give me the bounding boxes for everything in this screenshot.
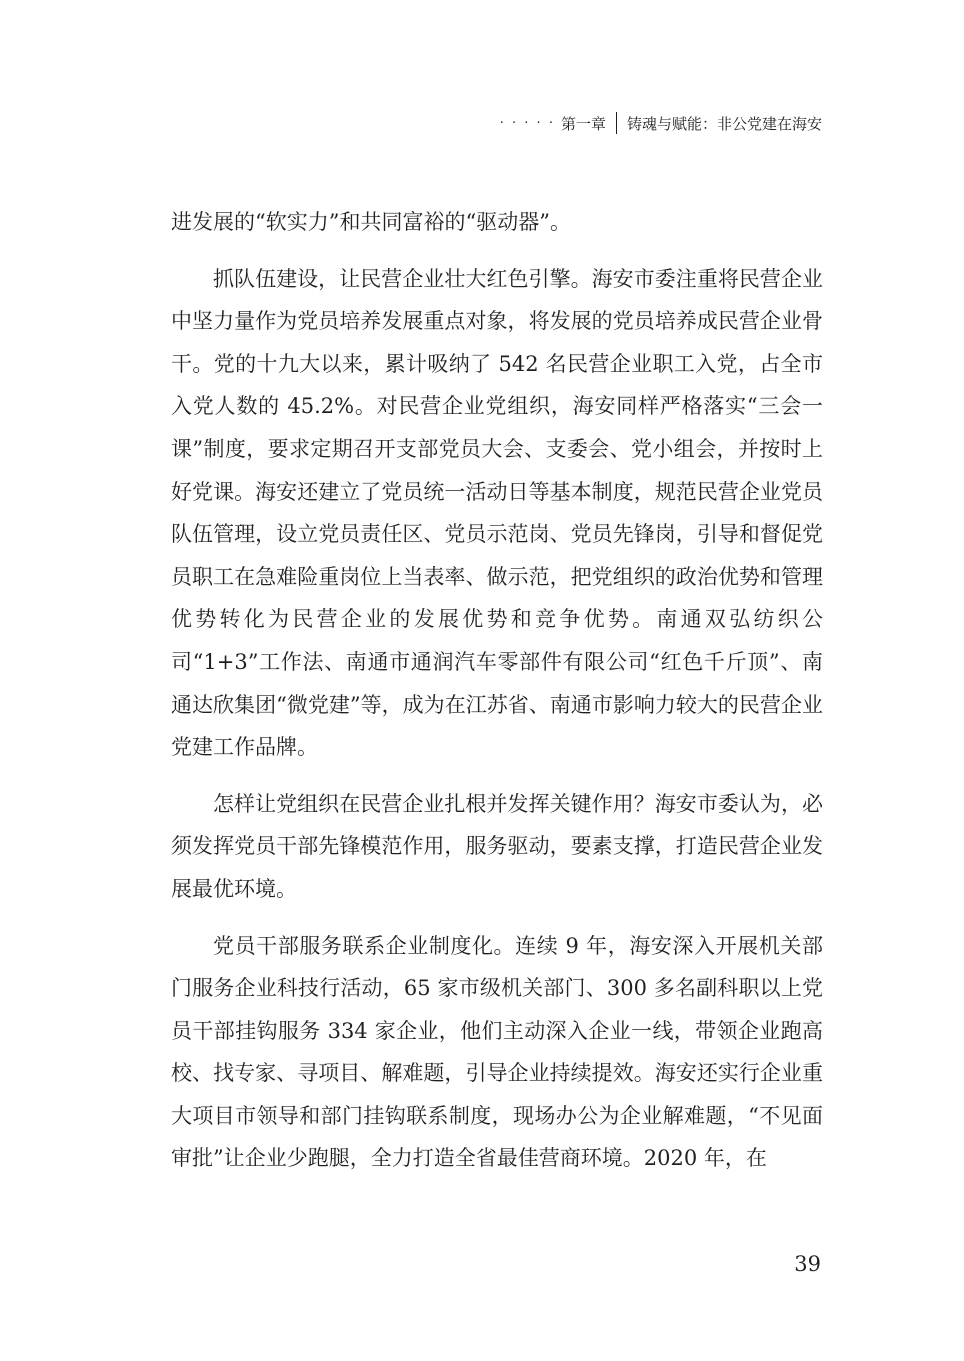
body-text: [171, 201, 823, 1180]
paragraph-continued: 进发展的“软实力”和共同富裕的“驱动器”。: [171, 210, 571, 234]
paragraph: 抓队伍建设，让民营企业壮大红色引擎。海安市委注重将民营企业中坚力量作为党员培养发展重点对象，将发展的党员培养成民营企业骨干。党的十九大以来，累计吸纳了 542 名民营企业职工入党，占全市入党人数的 45.2%。对民营企业党组织，海安同样严格落实“三会一课”制度，要求定期召开支部党员大会、支委会、党小组会，并按时上好党课。海安还建立了党员统一活动日等基本制度，规范民营企业党员队伍管理，设立党员责任区、党员示范岗、党员先锋岗，引导和督促党员职工在急难险重岗位上当表率、做示范，把党组织的政治优势和管理优势转化为民营企业的发展优势和竞争优势。南通双弘纺织公司“1+3”工作法、南通市通润汽车零部件有限公司“红色千斤顶”、南通达欣集团“微党建”等，成为在江苏省、南通市影响力较大的民营企业党建工作品牌。: [171, 266, 823, 760]
header-title: 铸魂与赋能：非公党建在海安: [626, 114, 822, 133]
paragraph: 怎样让党组织在民营企业扎根并发挥关键作用？海安市委认为，必须发挥党员干部先锋模范作用，服务驱动，要素支撑，打造民营企业发展最优环境。: [171, 791, 823, 901]
page-number: 39: [794, 1252, 821, 1276]
header-dots: · · · · ·: [499, 115, 555, 131]
running-header: [500, 112, 822, 134]
paragraph: 党员干部服务联系企业制度化。连续 9 年，海安深入开展机关部门服务企业科技行活动，65 家市级机关部门、300 多名副科职以上党员干部挂钩服务 334 家企业，他们主动深入企业一线，带领企业跑高校、找专家、寻项目、解难题，引导企业持续提效。海安还实行企业重大项目市领导和部门挂钩联系制度，现场办公为企业解难题，“不见面审批”让企业少跑腿，全力打造全省最佳营商环境。2020 年，在: [171, 933, 823, 1171]
header-separator: [616, 112, 617, 134]
header-chapter: 第一章: [560, 114, 606, 133]
